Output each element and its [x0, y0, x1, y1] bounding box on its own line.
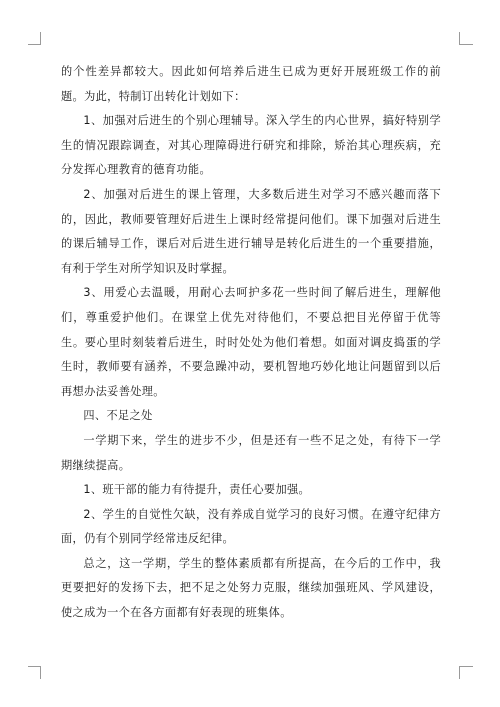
crop-mark-bottom-left: [40, 666, 41, 679]
paragraph-measure-1: 1、加强对后进生的个别心理辅导。深入学生的内心世界，搞好特别学生的情况跟踪调查，对其心理障碍进行研究和排除，矫治其心理疾病，充分发挥心理教育的德育功能。: [61, 114, 441, 177]
crop-mark-bottom-right: [460, 666, 473, 667]
crop-mark-bottom-right: [459, 666, 460, 679]
document-body: [61, 60, 441, 626]
paragraph-shortcoming-1: 1、班干部的能力有待提升，责任心要加强。: [83, 483, 311, 497]
paragraph-measure-2: 2、加强对后进生的课上管理，大多数后进生对学习不感兴趣而落下的，因此，教师要管理好后进生上课时经常提问他们。课下加强对后进生的课后辅导工作，课后对后进生进行辅导是转化后进生的一个重要措施，有利于学生对所学知识及时掌握。: [61, 187, 441, 275]
paragraph-conclusion: 总之，这一学期，学生的整体素质都有所提高，在今后的工作中，我更要把好的发扬下去，把不足之处努力克服，继续加强班风、学风建设，使之成为一个在各方面都有好表现的班集体。: [61, 556, 441, 620]
paragraph-shortcomings-intro: 一学期下来，学生的进步不少，但是还有一些不足之处，有待下一学期继续提高。: [61, 433, 441, 472]
paragraph-shortcoming-2: 2、学生的自觉性欠缺，没有养成自觉学习的良好习惯。在遵守纪律方面，仍有个别同学经常违反纪律。: [61, 507, 441, 546]
crop-mark-top-right: [460, 44, 473, 45]
paragraph-measure-3: 3、用爱心去温暖，用耐心去呵护多花一些时间了解后进生，理解他们，尊重爱护他们。在课堂上优先对待他们，不要总把目光停留于优等生。要心里时刻装着后进生，时时处处为他们着想。如面对调皮捣蛋的学生时，教师要有涵养，不要急躁冲动，要机智地巧妙化地让问题留到以后再想办法妥善处理。: [61, 286, 441, 398]
crop-mark-top-left: [28, 44, 41, 45]
section-heading-shortcomings: 四、不足之处: [83, 409, 153, 423]
paragraph-intro: 的个性差异都较大。因此如何培养后进生已成为更好开展班级工作的前题。为此，特制订出转化计划如下：: [61, 65, 441, 103]
